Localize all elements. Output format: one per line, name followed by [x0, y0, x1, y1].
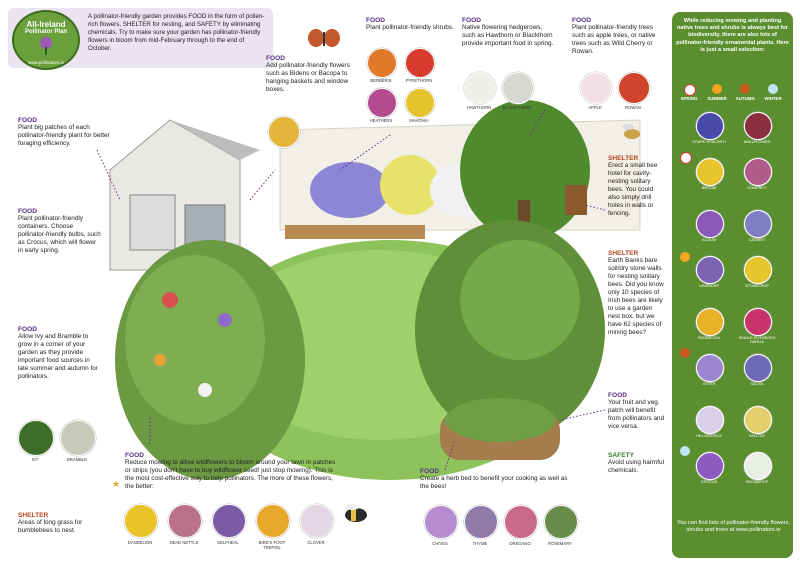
selfheal-photo — [212, 504, 246, 538]
basket-flowers-photo — [268, 116, 300, 148]
food-heading: FOOD — [266, 55, 286, 62]
food-heading: FOOD — [608, 392, 628, 399]
rudbeckia-label: RUDBECKIA — [697, 336, 721, 340]
rudbeckia-photo — [696, 308, 724, 336]
lawn-flowers — [122, 504, 342, 554]
berberis-photo — [367, 48, 397, 78]
berberis-label: BERBERIS — [370, 78, 392, 83]
heathers-photo — [367, 88, 397, 118]
rowan-label: ROWAN — [625, 105, 641, 110]
star-icon: ★ — [112, 479, 121, 489]
mahonia-photo — [405, 88, 435, 118]
food-heading: FOOD — [420, 468, 440, 475]
crocus-label: CROCUS — [700, 480, 718, 484]
wallflower-label: WALLFLOWER — [743, 140, 771, 144]
catmint-photo — [744, 210, 772, 238]
tip-hedgerows — [462, 17, 557, 48]
tip-text: Allow Ivy and Bramble to grow in a corner of your garden as they provide important food sources in late summer and autumn for pollinators. — [18, 333, 98, 380]
blackthorn-label: BLACKTHORN — [502, 105, 532, 110]
spring-icon — [684, 84, 696, 96]
food-heading: FOOD — [572, 17, 592, 24]
logo-subtitle: Pollinator Plan — [24, 29, 67, 35]
hawthorn-photo — [464, 72, 496, 104]
chives-photo — [424, 505, 458, 539]
food-heading: FOOD — [125, 452, 145, 459]
ivy-label: IVY — [31, 457, 39, 462]
autumn-label: AUTUMN — [735, 96, 755, 101]
tip-patches — [18, 117, 113, 148]
autumn-icon — [740, 84, 750, 94]
tip-text: Avoid using harmful chemicals. — [608, 459, 665, 474]
safety-heading: SAFETY — [608, 452, 635, 459]
apple-label: APPLE — [588, 105, 602, 110]
tip-mowing — [125, 452, 340, 491]
tip-baskets — [266, 55, 351, 94]
allium-photo — [696, 210, 724, 238]
comfrey-label: COMFREY — [747, 186, 767, 190]
rosemary-label: ROSEMARY — [548, 541, 572, 546]
aster-label: ASTER — [702, 382, 716, 386]
comfrey-photo — [744, 158, 772, 186]
hawthorn-label: HAWTHORN — [466, 105, 492, 110]
panel-plant-grid — [672, 112, 793, 512]
winter-icon — [768, 84, 778, 94]
rowan-photo — [618, 72, 650, 104]
pyrethorn-label: PYRETHORN — [405, 78, 433, 83]
broom-photo — [696, 158, 724, 186]
ivy-photo — [18, 420, 54, 456]
tip-shrubs — [366, 17, 456, 32]
food-heading: FOOD — [18, 326, 38, 333]
tip-earth-banks — [608, 250, 666, 337]
grape-hyacinth-photo — [696, 112, 724, 140]
dandelion-photo — [124, 504, 158, 538]
tip-text: Plant pollinator-friendly shrubs. — [366, 24, 454, 31]
snowdrop-label: SNOWDROP — [745, 480, 769, 484]
tip-herb — [420, 468, 570, 491]
food-heading: FOOD — [366, 17, 386, 24]
tip-containers — [18, 208, 102, 255]
tip-text: Add pollinator-friendly flowers such as Bidens or Bacopa to hanging baskets and window boxes. — [266, 62, 350, 93]
willow-photo — [744, 406, 772, 434]
winter-label: WINTER — [764, 96, 782, 101]
tip-bee-hotel — [608, 155, 666, 218]
apple-photo — [580, 72, 612, 104]
shrub-plants — [363, 48, 453, 138]
dead-nettle-label: DEAD NETTLE — [169, 540, 199, 545]
mahonia-label: MAHONIA — [409, 118, 429, 123]
willow-label: WILLOW — [749, 434, 765, 438]
catmint-label: CATMINT — [748, 238, 766, 242]
dead-nettle-photo — [168, 504, 202, 538]
crocus-photo — [696, 452, 724, 480]
stonecrop-label: STONECROP — [745, 284, 769, 288]
blackthorn-photo — [502, 72, 534, 104]
autumn-icon — [680, 348, 690, 358]
logo-title: All-Ireland — [26, 20, 66, 29]
snowdrop-photo — [744, 452, 772, 480]
tip-text: Plant pollinator-friendly containers. Choose pollinator-friendly bulbs, such as Crocus, which will flower in early spring. — [18, 215, 101, 254]
lavender-photo — [696, 256, 724, 284]
heathers-label: HEATHERS — [369, 118, 393, 123]
wallflower-photo — [744, 112, 772, 140]
tip-text: Your fruit and veg. patch will benefit from pollinators and vice versa. — [608, 399, 665, 430]
birds-foot-trefoil-photo — [256, 504, 290, 538]
allium-label: ALLIUM — [702, 238, 716, 242]
bramble-photo — [60, 420, 96, 456]
chives-label: CHIVES — [432, 541, 448, 546]
hedge-plants — [462, 72, 552, 122]
selfheal-label: SELFHEAL — [217, 540, 239, 545]
tip-long-grass — [18, 512, 110, 535]
oregano-label: OREGANO — [509, 541, 531, 546]
intro-text: A pollinator-friendly garden provides FOOD in the form of pollen-rich flowers, SHELTER for nesting, and SAFETY by eliminating chemicals. Try to make sure your garden has pollinator-friendly flowers in bloom from mid-February through to the end of October. — [88, 13, 265, 52]
tip-safety — [608, 452, 666, 475]
tip-text: Erect a small bee hotel for cavity-nesting solitary bees. You could also simply drill holes in walls or fencing. — [608, 162, 658, 217]
tip-text: Earth Banks bare soil/dry stone walls for nesting solitary bees. Did you know only 10 species of Irish bees are likely to use a garden nest box, but we have 62 species of mining bees? — [608, 257, 664, 336]
aster-photo — [696, 354, 724, 382]
spring-label: SPRING — [680, 96, 698, 101]
tip-text: Plant big patches of each pollinator-friendly plant for better foraging efficiency. — [18, 124, 110, 147]
shelter-heading: SHELTER — [608, 250, 639, 257]
thyme-photo — [464, 505, 498, 539]
panel-footer-url: You can find lists of pollinator-friendly flowers, shrubs and trees at www.pollinators.ie — [677, 520, 790, 533]
tip-ivy — [18, 326, 100, 381]
shelter-heading: SHELTER — [18, 512, 49, 519]
salvia-photo — [744, 354, 772, 382]
food-heading: FOOD — [18, 208, 38, 215]
dahlia-photo — [744, 308, 772, 336]
food-heading: FOOD — [462, 17, 482, 24]
summer-label: SUMMER — [707, 96, 727, 101]
dandelion-label: DANDELION — [127, 540, 153, 545]
tree-plants — [578, 72, 668, 122]
tip-text: Plant pollinator-friendly trees such as apple trees, or native trees such as Wild Cherry or Rowan. — [572, 24, 656, 55]
helleborus-label: HELLEBORUS — [696, 434, 722, 438]
season-legend — [677, 84, 789, 108]
bumblebee-icon — [345, 504, 367, 522]
tip-text: Areas of long grass for bumblebees to nest. — [18, 519, 83, 534]
herb-plants — [422, 505, 592, 555]
birds-foot-trefoil-label: BIRD'S-FOOT TREFOIL — [258, 540, 286, 550]
bramble-label: BRAMBLE — [66, 457, 87, 462]
summer-icon — [712, 84, 722, 94]
tip-text: Reduce mowing to allow wildflowers to bloom around your lawn in patches or strips (you don't have to buy wildflower seed! just stop mowing). This is the most cost-effective way to help pollinators. The more of these flowers, the better: — [125, 459, 336, 490]
winter-icon — [680, 446, 690, 456]
oregano-photo — [504, 505, 538, 539]
panel-title: While reducing mowing and planting native trees and shrubs is always best for biodiversity, there are also lots of pollinator-friendly ornamental plants. Here is just a small selection: — [676, 18, 789, 53]
stonecrop-photo — [744, 256, 772, 284]
food-heading: FOOD — [18, 117, 38, 124]
logo-url: www.pollinators.ie — [27, 60, 64, 65]
butterfly-icon — [308, 29, 340, 47]
tip-text: Create a herb bed to benefit your cooking as well as the bees! — [420, 475, 568, 490]
broom-label: BROOM — [701, 186, 717, 190]
clover-label: CLOVER — [307, 540, 325, 545]
helleborus-photo — [696, 406, 724, 434]
tip-trees — [572, 17, 664, 56]
summer-icon — [680, 252, 690, 262]
clover-photo — [300, 504, 334, 538]
pyrethorn-photo — [405, 48, 435, 78]
thyme-label: THYME — [472, 541, 488, 546]
shelter-heading: SHELTER — [608, 155, 639, 162]
grape-hyacinth-label: GRAPE HYACINTH — [692, 140, 726, 144]
lavender-label: LAVENDER — [698, 284, 720, 288]
spring-icon — [680, 152, 692, 164]
dahlia-label: SINGLE-FLOWERED DAHLIA — [738, 336, 776, 344]
tip-text: Native flowering hedgerows, such as Hawthorn or Blackthorn provide important food in spring. — [462, 24, 554, 47]
salvia-label: SALVIA — [750, 382, 764, 386]
tip-veg — [608, 392, 666, 431]
rosemary-photo — [544, 505, 578, 539]
